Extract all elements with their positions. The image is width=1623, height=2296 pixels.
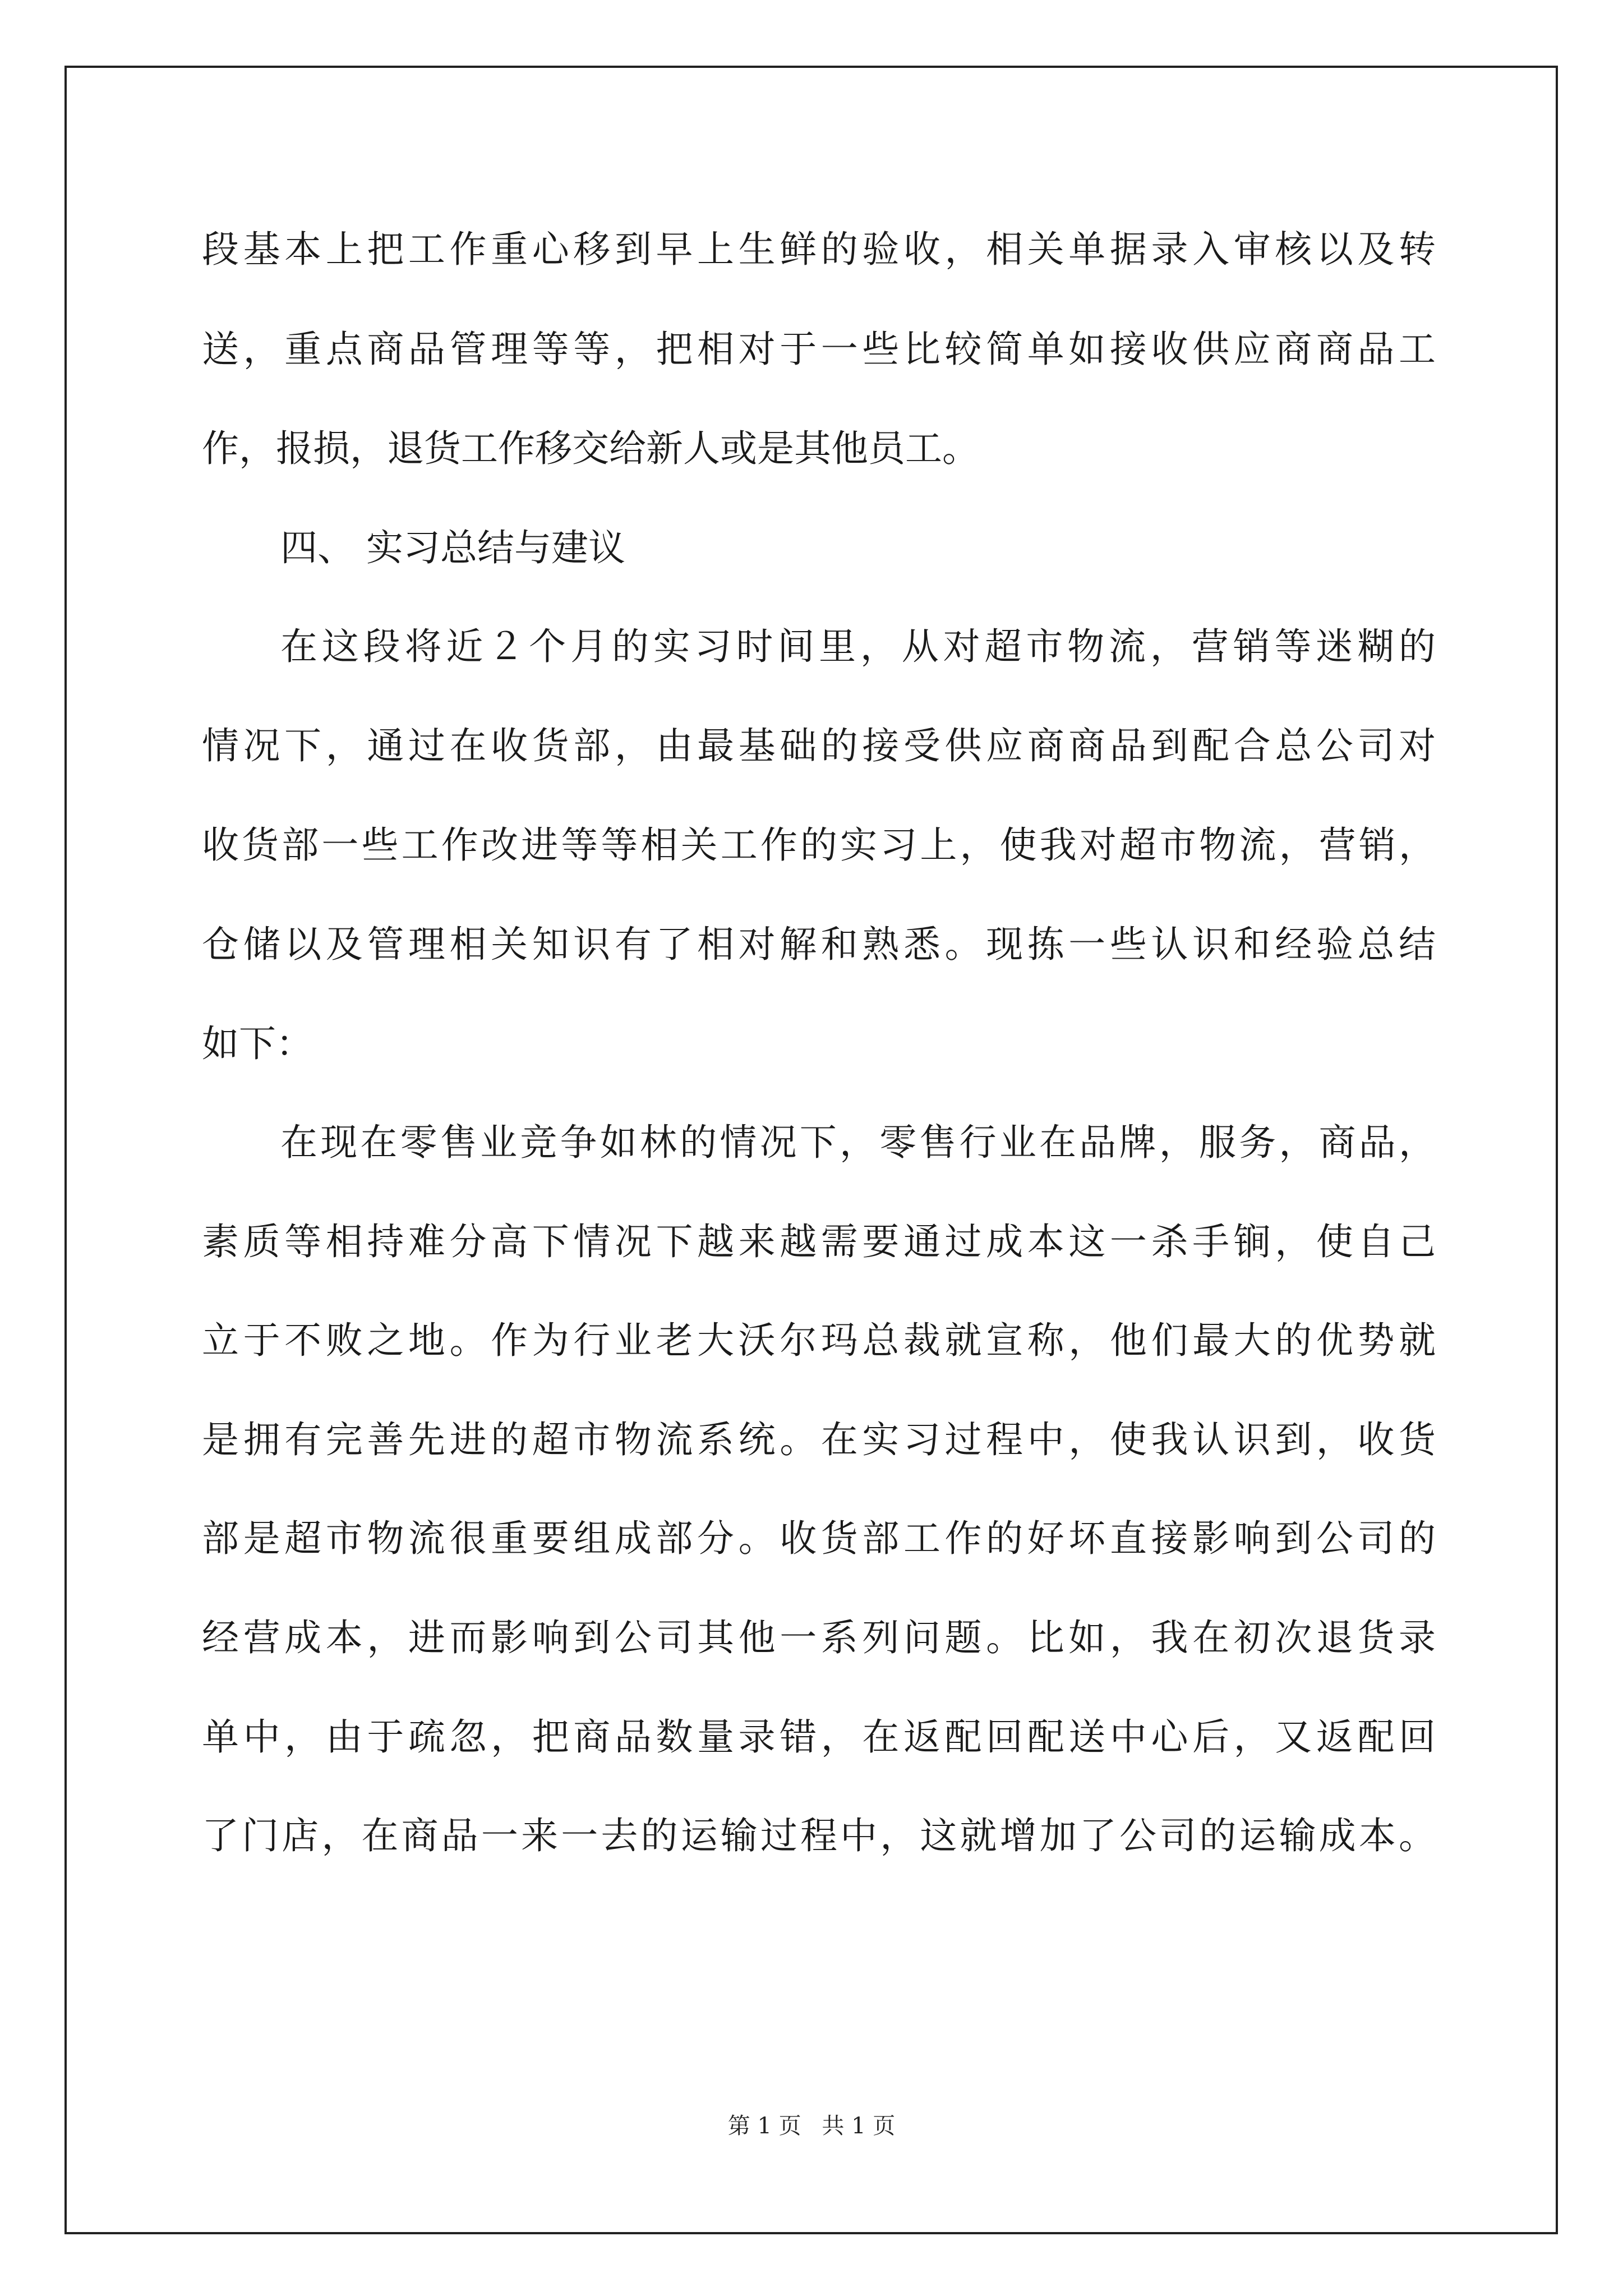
paragraph-line: 送，重点商品管理等等，把相对于一些比较简单如接收供应商商品工 — [202, 328, 1436, 371]
paragraph-line: 了门店，在商品一来一去的运输过程中，这就增加了公司的运输成本。 — [202, 1814, 1436, 1857]
page-footer — [0, 2108, 1623, 2140]
page-total: 共 1 页 — [822, 2113, 896, 2139]
paragraph-line: 段基本上把工作重心移到早上生鲜的验收，相关单据录入审核以及转 — [202, 228, 1436, 271]
paragraph-line: 立于不败之地。作为行业老大沃尔玛总裁就宣称，他们最大的优势就 — [202, 1319, 1436, 1362]
paragraph-line: 如下： — [202, 1022, 313, 1065]
paragraph-line: 在这段将近２个月的实习时间里，从对超市物流，营销等迷糊的 — [280, 625, 1436, 668]
paragraph-line: 收货部一些工作改进等等相关工作的实习上，使我对超市物流，营销， — [202, 823, 1436, 867]
paragraph-line: 情况下，通过在收货部，由最基础的接受供应商商品到配合总公司对 — [202, 724, 1436, 767]
paragraph-line: 素质等相持难分高下情况下越来越需要通过成本这一杀手锏，使自己 — [202, 1220, 1436, 1263]
paragraph-line: 是拥有完善先进的超市物流系统。在实习过程中，使我认识到，收货 — [202, 1418, 1436, 1461]
paragraph-line: 作，报损，退货工作移交给新人或是其他员工。 — [202, 427, 979, 470]
paragraph-line: 在现在零售业竞争如林的情况下，零售行业在品牌，服务，商品， — [280, 1121, 1436, 1164]
page-number: 第 1 页 — [727, 2113, 801, 2139]
paragraph-line: 单中，由于疏忽，把商品数量录错，在返配回配送中心后，又返配回 — [202, 1715, 1436, 1759]
section-heading: 四、 实习总结与建议 — [280, 526, 625, 569]
paragraph-line: 经营成本，进而影响到公司其他一系列问题。比如，我在初次退货录 — [202, 1616, 1436, 1659]
paragraph-line: 部是超市物流很重要组成部分。收货部工作的好坏直接影响到公司的 — [202, 1517, 1436, 1560]
paragraph-line: 仓储以及管理相关知识有了相对解和熟悉。现拣一些认识和经验总结 — [202, 923, 1436, 966]
